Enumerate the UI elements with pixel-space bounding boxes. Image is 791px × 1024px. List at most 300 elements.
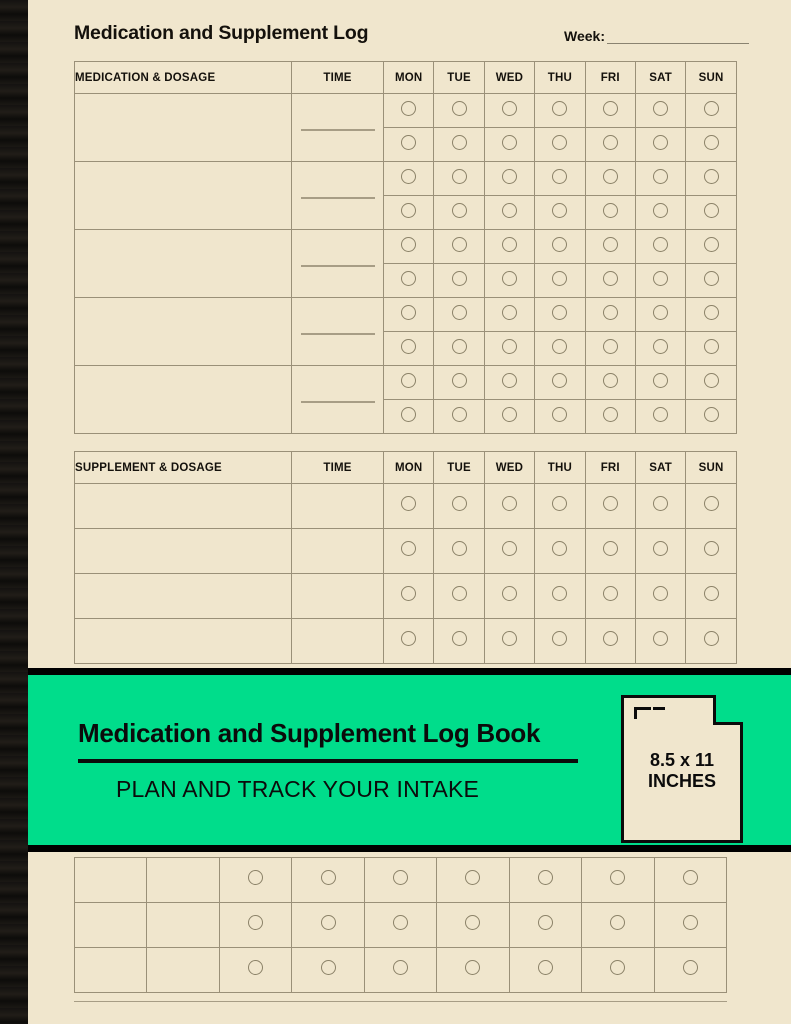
check-circle-icon[interactable]: [603, 305, 618, 320]
checkbox-cell-fri[interactable]: [585, 619, 635, 664]
checkbox-cell-thu[interactable]: [535, 484, 585, 529]
checkbox-cell-thu[interactable]: [535, 298, 585, 332]
week-field[interactable]: [564, 28, 749, 45]
header-mon: MON: [384, 452, 434, 484]
check-circle-icon[interactable]: [552, 169, 567, 184]
time-write-lines: [292, 324, 383, 339]
checkbox-cell-sat[interactable]: [635, 162, 685, 196]
check-circle-icon[interactable]: [653, 305, 668, 320]
checkbox-cell-fri[interactable]: [585, 230, 635, 264]
checkbox-cell-sat[interactable]: [635, 332, 685, 366]
checkbox-cell-wed[interactable]: [484, 619, 534, 664]
check-circle-icon[interactable]: [552, 586, 567, 601]
checkbox-cell-sun[interactable]: [686, 230, 736, 264]
checkbox-cell-wed[interactable]: [484, 264, 534, 298]
check-circle-icon[interactable]: [465, 960, 480, 975]
table-header-row: [75, 62, 737, 94]
check-circle-icon[interactable]: [603, 496, 618, 511]
checkbox-cell-sat[interactable]: [635, 529, 685, 574]
checkbox-cell-thu[interactable]: [535, 366, 585, 400]
check-circle-icon[interactable]: [401, 271, 416, 286]
checkbox-cell-fri[interactable]: [585, 94, 635, 128]
check-circle-icon[interactable]: [603, 135, 618, 150]
checkbox-cell-sun[interactable]: [686, 196, 736, 230]
check-circle-icon[interactable]: [704, 203, 719, 218]
check-circle-icon[interactable]: [552, 373, 567, 388]
check-circle-icon[interactable]: [552, 271, 567, 286]
checkbox-cell-mon[interactable]: [384, 574, 434, 619]
check-circle-icon[interactable]: [401, 339, 416, 354]
check-circle-icon[interactable]: [452, 541, 467, 556]
checkbox-cell-fri[interactable]: [585, 128, 635, 162]
check-circle-icon[interactable]: [452, 339, 467, 354]
checkbox-cell-sat[interactable]: [635, 196, 685, 230]
check-circle-icon[interactable]: [552, 305, 567, 320]
checkbox-cell-tue[interactable]: [434, 264, 484, 298]
checkbox-cell-sun[interactable]: [686, 574, 736, 619]
supplement-name-cell[interactable]: [75, 574, 292, 619]
bottom-partial-table-wrap: [74, 857, 727, 993]
medication-time-cell[interactable]: [292, 162, 384, 230]
check-circle-icon[interactable]: [502, 373, 517, 388]
checkbox-cell-mon[interactable]: [384, 529, 434, 574]
check-circle-icon[interactable]: [704, 586, 719, 601]
check-circle-icon[interactable]: [603, 203, 618, 218]
check-circle-icon[interactable]: [653, 237, 668, 252]
check-circle-icon[interactable]: [393, 960, 408, 975]
checkbox-cell-mon[interactable]: [219, 903, 291, 948]
check-circle-icon[interactable]: [603, 169, 618, 184]
checkbox-cell-fri[interactable]: [509, 858, 581, 903]
checkbox-cell-thu[interactable]: [535, 529, 585, 574]
checkbox-cell-thu[interactable]: [437, 948, 509, 993]
check-circle-icon[interactable]: [704, 101, 719, 116]
check-circle-icon[interactable]: [452, 271, 467, 286]
check-circle-icon[interactable]: [248, 870, 263, 885]
supplement-time-cell[interactable]: [292, 484, 384, 529]
checkbox-cell-sat[interactable]: [635, 94, 685, 128]
checkbox-cell-mon[interactable]: [384, 298, 434, 332]
checkbox-cell-mon[interactable]: [384, 230, 434, 264]
check-circle-icon[interactable]: [653, 169, 668, 184]
checkbox-cell-mon[interactable]: [384, 619, 434, 664]
checkbox-cell-tue[interactable]: [434, 162, 484, 196]
check-circle-icon[interactable]: [683, 960, 698, 975]
check-circle-icon[interactable]: [452, 237, 467, 252]
checkbox-cell-tue[interactable]: [434, 529, 484, 574]
checkbox-cell-wed[interactable]: [484, 298, 534, 332]
supplement-time-cell[interactable]: [292, 619, 384, 664]
check-circle-icon[interactable]: [704, 237, 719, 252]
header-sun: SUN: [686, 62, 736, 94]
checkbox-cell-mon[interactable]: [384, 162, 434, 196]
header-thu: THU: [535, 62, 585, 94]
checkbox-cell-sun[interactable]: [686, 400, 736, 434]
check-circle-icon[interactable]: [452, 586, 467, 601]
table-row: [75, 366, 737, 400]
check-circle-icon[interactable]: [603, 271, 618, 286]
supplement-table-header: [75, 452, 737, 484]
checkbox-cell-wed[interactable]: [484, 128, 534, 162]
check-circle-icon[interactable]: [603, 237, 618, 252]
table-row: [75, 619, 737, 664]
header-fri: FRI: [585, 452, 635, 484]
check-circle-icon[interactable]: [704, 496, 719, 511]
checkbox-cell-sun[interactable]: [686, 332, 736, 366]
checkbox-cell-sat[interactable]: [582, 858, 654, 903]
checkbox-cell-tue[interactable]: [434, 574, 484, 619]
page-size-text: [624, 750, 740, 791]
check-circle-icon[interactable]: [502, 407, 517, 422]
check-circle-icon[interactable]: [538, 915, 553, 930]
checkbox-cell-tue[interactable]: [434, 196, 484, 230]
entry-name-cell[interactable]: [75, 948, 147, 993]
time-write-line[interactable]: [301, 198, 375, 199]
check-circle-icon[interactable]: [704, 271, 719, 286]
check-circle-icon[interactable]: [552, 407, 567, 422]
check-circle-icon[interactable]: [321, 915, 336, 930]
checkbox-cell-sun[interactable]: [686, 484, 736, 529]
checkbox-cell-thu[interactable]: [535, 230, 585, 264]
check-circle-icon[interactable]: [452, 203, 467, 218]
check-circle-icon[interactable]: [452, 169, 467, 184]
supplement-time-cell[interactable]: [292, 529, 384, 574]
checkbox-cell-sat[interactable]: [635, 574, 685, 619]
check-circle-icon[interactable]: [603, 339, 618, 354]
check-circle-icon[interactable]: [502, 271, 517, 286]
check-circle-icon[interactable]: [401, 305, 416, 320]
checkbox-cell-thu[interactable]: [535, 162, 585, 196]
checkbox-cell-fri[interactable]: [585, 574, 635, 619]
checkbox-cell-thu[interactable]: [535, 196, 585, 230]
check-circle-icon[interactable]: [603, 586, 618, 601]
checkbox-cell-wed[interactable]: [484, 196, 534, 230]
check-circle-icon[interactable]: [653, 631, 668, 646]
entry-name-cell[interactable]: [75, 903, 147, 948]
check-circle-icon[interactable]: [610, 870, 625, 885]
check-circle-icon[interactable]: [465, 870, 480, 885]
checkbox-cell-wed[interactable]: [484, 484, 534, 529]
checkbox-cell-fri[interactable]: [585, 366, 635, 400]
checkbox-cell-tue[interactable]: [292, 903, 364, 948]
check-circle-icon[interactable]: [248, 915, 263, 930]
checkbox-cell-thu[interactable]: [535, 619, 585, 664]
checkbox-cell-tue[interactable]: [292, 858, 364, 903]
check-circle-icon[interactable]: [653, 373, 668, 388]
check-circle-icon[interactable]: [401, 203, 416, 218]
table-row: [75, 574, 737, 619]
checkbox-cell-tue[interactable]: [434, 128, 484, 162]
check-circle-icon[interactable]: [401, 631, 416, 646]
checkbox-cell-sat[interactable]: [635, 400, 685, 434]
check-circle-icon[interactable]: [704, 169, 719, 184]
checkbox-cell-tue[interactable]: [434, 94, 484, 128]
header-sun: SUN: [686, 452, 736, 484]
checkbox-cell-sat[interactable]: [582, 903, 654, 948]
crop-mark-icon-2: [653, 707, 665, 710]
checkbox-cell-fri[interactable]: [585, 196, 635, 230]
check-circle-icon[interactable]: [502, 305, 517, 320]
check-circle-icon[interactable]: [401, 135, 416, 150]
check-circle-icon[interactable]: [653, 101, 668, 116]
check-circle-icon[interactable]: [452, 407, 467, 422]
checkbox-cell-sat[interactable]: [582, 948, 654, 993]
check-circle-icon[interactable]: [653, 541, 668, 556]
checkbox-cell-sat[interactable]: [635, 264, 685, 298]
check-circle-icon[interactable]: [552, 203, 567, 218]
checkbox-cell-sat[interactable]: [635, 366, 685, 400]
check-circle-icon[interactable]: [552, 135, 567, 150]
medication-name-cell[interactable]: [75, 230, 292, 298]
header-supplement-dosage: SUPPLEMENT & DOSAGE: [75, 452, 292, 484]
medication-table: [74, 61, 737, 434]
check-circle-icon[interactable]: [704, 541, 719, 556]
check-circle-icon[interactable]: [704, 631, 719, 646]
check-circle-icon[interactable]: [452, 373, 467, 388]
header-medication-dosage: MEDICATION & DOSAGE: [75, 62, 292, 94]
checkbox-cell-sun[interactable]: [686, 529, 736, 574]
time-write-line[interactable]: [301, 266, 375, 267]
checkbox-cell-tue[interactable]: [434, 619, 484, 664]
check-circle-icon[interactable]: [248, 960, 263, 975]
check-circle-icon[interactable]: [452, 496, 467, 511]
checkbox-cell-sun[interactable]: [686, 619, 736, 664]
entry-time-cell[interactable]: [147, 903, 219, 948]
header-thu: THU: [535, 452, 585, 484]
check-circle-icon[interactable]: [603, 541, 618, 556]
checkbox-cell-thu[interactable]: [535, 128, 585, 162]
check-circle-icon[interactable]: [452, 305, 467, 320]
checkbox-cell-sun[interactable]: [686, 94, 736, 128]
checkbox-cell-wed[interactable]: [484, 230, 534, 264]
checkbox-cell-thu[interactable]: [535, 400, 585, 434]
check-circle-icon[interactable]: [704, 305, 719, 320]
check-circle-icon[interactable]: [552, 101, 567, 116]
checkbox-cell-thu[interactable]: [535, 332, 585, 366]
table-row: [75, 858, 727, 903]
page-size-line1: 8.5 x 11: [649, 750, 715, 770]
check-circle-icon[interactable]: [502, 541, 517, 556]
checkbox-cell-sun[interactable]: [686, 128, 736, 162]
checkbox-cell-mon[interactable]: [219, 858, 291, 903]
check-circle-icon[interactable]: [502, 203, 517, 218]
check-circle-icon[interactable]: [538, 870, 553, 885]
table-row: [75, 94, 737, 128]
checkbox-cell-mon[interactable]: [384, 128, 434, 162]
time-write-line[interactable]: [301, 402, 375, 403]
checkbox-cell-fri[interactable]: [585, 298, 635, 332]
checkbox-cell-mon[interactable]: [384, 94, 434, 128]
checkbox-cell-sun[interactable]: [654, 858, 727, 903]
check-circle-icon[interactable]: [653, 496, 668, 511]
checkbox-cell-sun[interactable]: [654, 948, 727, 993]
checkbox-cell-sun[interactable]: [686, 298, 736, 332]
page-size-line2: INCHES: [647, 770, 716, 791]
check-circle-icon[interactable]: [552, 339, 567, 354]
checkbox-cell-sat[interactable]: [635, 298, 685, 332]
entry-name-cell[interactable]: [75, 858, 147, 903]
checkbox-cell-fri[interactable]: [585, 400, 635, 434]
checkbox-cell-wed[interactable]: [364, 858, 436, 903]
checkbox-cell-sun[interactable]: [686, 162, 736, 196]
entry-time-cell[interactable]: [147, 948, 219, 993]
check-circle-icon[interactable]: [683, 915, 698, 930]
checkbox-cell-fri[interactable]: [585, 264, 635, 298]
checkbox-cell-wed[interactable]: [484, 400, 534, 434]
check-circle-icon[interactable]: [401, 101, 416, 116]
medication-time-cell[interactable]: [292, 366, 384, 434]
checkbox-cell-mon[interactable]: [384, 332, 434, 366]
checkbox-cell-fri[interactable]: [585, 162, 635, 196]
check-circle-icon[interactable]: [704, 373, 719, 388]
checkbox-cell-fri[interactable]: [585, 529, 635, 574]
check-circle-icon[interactable]: [452, 135, 467, 150]
checkbox-cell-wed[interactable]: [484, 529, 534, 574]
medication-name-cell[interactable]: [75, 298, 292, 366]
supplement-name-cell[interactable]: [75, 529, 292, 574]
check-circle-icon[interactable]: [704, 339, 719, 354]
check-circle-icon[interactable]: [452, 631, 467, 646]
week-input-line[interactable]: [607, 30, 749, 44]
table-row: [75, 903, 727, 948]
check-circle-icon[interactable]: [610, 915, 625, 930]
checkbox-cell-wed[interactable]: [484, 162, 534, 196]
checkbox-cell-mon[interactable]: [384, 366, 434, 400]
supplement-name-cell[interactable]: [75, 484, 292, 529]
checkbox-cell-tue[interactable]: [434, 484, 484, 529]
checkbox-cell-fri[interactable]: [509, 903, 581, 948]
checkbox-cell-mon[interactable]: [384, 196, 434, 230]
checkbox-cell-fri[interactable]: [585, 332, 635, 366]
medication-name-cell[interactable]: [75, 162, 292, 230]
checkbox-cell-sun[interactable]: [654, 903, 727, 948]
medication-time-cell[interactable]: [292, 94, 384, 162]
checkbox-cell-tue[interactable]: [434, 230, 484, 264]
check-circle-icon[interactable]: [502, 169, 517, 184]
time-write-line[interactable]: [301, 334, 375, 335]
checkbox-cell-wed[interactable]: [364, 948, 436, 993]
check-circle-icon[interactable]: [552, 496, 567, 511]
checkbox-cell-sat[interactable]: [635, 128, 685, 162]
check-circle-icon[interactable]: [538, 960, 553, 975]
check-circle-icon[interactable]: [321, 870, 336, 885]
check-circle-icon[interactable]: [683, 870, 698, 885]
checkbox-cell-sun[interactable]: [686, 366, 736, 400]
medication-time-cell[interactable]: [292, 298, 384, 366]
check-circle-icon[interactable]: [401, 541, 416, 556]
checkbox-cell-tue[interactable]: [434, 332, 484, 366]
check-circle-icon[interactable]: [393, 870, 408, 885]
checkbox-cell-tue[interactable]: [292, 948, 364, 993]
check-circle-icon[interactable]: [401, 407, 416, 422]
check-circle-icon[interactable]: [502, 101, 517, 116]
entry-time-cell[interactable]: [147, 858, 219, 903]
check-circle-icon[interactable]: [502, 631, 517, 646]
check-circle-icon[interactable]: [552, 541, 567, 556]
checkbox-cell-sat[interactable]: [635, 484, 685, 529]
medication-name-cell[interactable]: [75, 366, 292, 434]
checkbox-cell-wed[interactable]: [484, 332, 534, 366]
check-circle-icon[interactable]: [603, 101, 618, 116]
check-circle-icon[interactable]: [401, 169, 416, 184]
check-circle-icon[interactable]: [502, 586, 517, 601]
checkbox-cell-thu[interactable]: [437, 903, 509, 948]
check-circle-icon[interactable]: [610, 960, 625, 975]
check-circle-icon[interactable]: [502, 496, 517, 511]
check-circle-icon[interactable]: [465, 915, 480, 930]
check-circle-icon[interactable]: [502, 237, 517, 252]
bottom-partial-table-body: [75, 858, 727, 993]
checkbox-cell-tue[interactable]: [434, 400, 484, 434]
checkbox-cell-wed[interactable]: [484, 94, 534, 128]
check-circle-icon[interactable]: [653, 586, 668, 601]
checkbox-cell-sun[interactable]: [686, 264, 736, 298]
table-header-row: [75, 452, 737, 484]
checkbox-cell-mon[interactable]: [384, 264, 434, 298]
header-time: TIME: [292, 62, 384, 94]
checkbox-cell-sat[interactable]: [635, 619, 685, 664]
checkbox-cell-mon[interactable]: [384, 484, 434, 529]
checkbox-cell-sat[interactable]: [635, 230, 685, 264]
supplement-name-cell[interactable]: [75, 619, 292, 664]
check-circle-icon[interactable]: [603, 373, 618, 388]
check-circle-icon[interactable]: [401, 496, 416, 511]
bottom-partial-table: [74, 857, 727, 993]
checkbox-cell-fri[interactable]: [585, 484, 635, 529]
checkbox-cell-wed[interactable]: [484, 366, 534, 400]
page-footer-rule: [74, 1001, 727, 1002]
check-circle-icon[interactable]: [452, 101, 467, 116]
checkbox-cell-mon[interactable]: [384, 400, 434, 434]
check-circle-icon[interactable]: [502, 339, 517, 354]
check-circle-icon[interactable]: [393, 915, 408, 930]
check-circle-icon[interactable]: [552, 237, 567, 252]
crop-mark-icon: [634, 707, 651, 719]
supplement-time-cell[interactable]: [292, 574, 384, 619]
medication-name-cell[interactable]: [75, 94, 292, 162]
check-circle-icon[interactable]: [704, 407, 719, 422]
check-circle-icon[interactable]: [603, 407, 618, 422]
checkbox-cell-thu[interactable]: [535, 94, 585, 128]
check-circle-icon[interactable]: [653, 203, 668, 218]
banner-title: Medication and Supplement Log Book: [78, 717, 541, 748]
checkbox-cell-wed[interactable]: [364, 903, 436, 948]
checkbox-cell-wed[interactable]: [484, 574, 534, 619]
table-row: [75, 298, 737, 332]
check-circle-icon[interactable]: [653, 339, 668, 354]
checkbox-cell-tue[interactable]: [434, 298, 484, 332]
check-circle-icon[interactable]: [401, 586, 416, 601]
check-circle-icon[interactable]: [401, 237, 416, 252]
checkbox-cell-tue[interactable]: [434, 366, 484, 400]
medication-time-cell[interactable]: [292, 230, 384, 298]
checkbox-cell-thu[interactable]: [535, 574, 585, 619]
check-circle-icon[interactable]: [653, 407, 668, 422]
check-circle-icon[interactable]: [704, 135, 719, 150]
checkbox-cell-thu[interactable]: [437, 858, 509, 903]
time-write-line[interactable]: [301, 130, 375, 131]
check-circle-icon[interactable]: [653, 135, 668, 150]
checkbox-cell-mon[interactable]: [219, 948, 291, 993]
check-circle-icon[interactable]: [502, 135, 517, 150]
check-circle-icon[interactable]: [653, 271, 668, 286]
checkbox-cell-fri[interactable]: [509, 948, 581, 993]
checkbox-cell-thu[interactable]: [535, 264, 585, 298]
check-circle-icon[interactable]: [321, 960, 336, 975]
check-circle-icon[interactable]: [603, 631, 618, 646]
check-circle-icon[interactable]: [401, 373, 416, 388]
check-circle-icon[interactable]: [552, 631, 567, 646]
